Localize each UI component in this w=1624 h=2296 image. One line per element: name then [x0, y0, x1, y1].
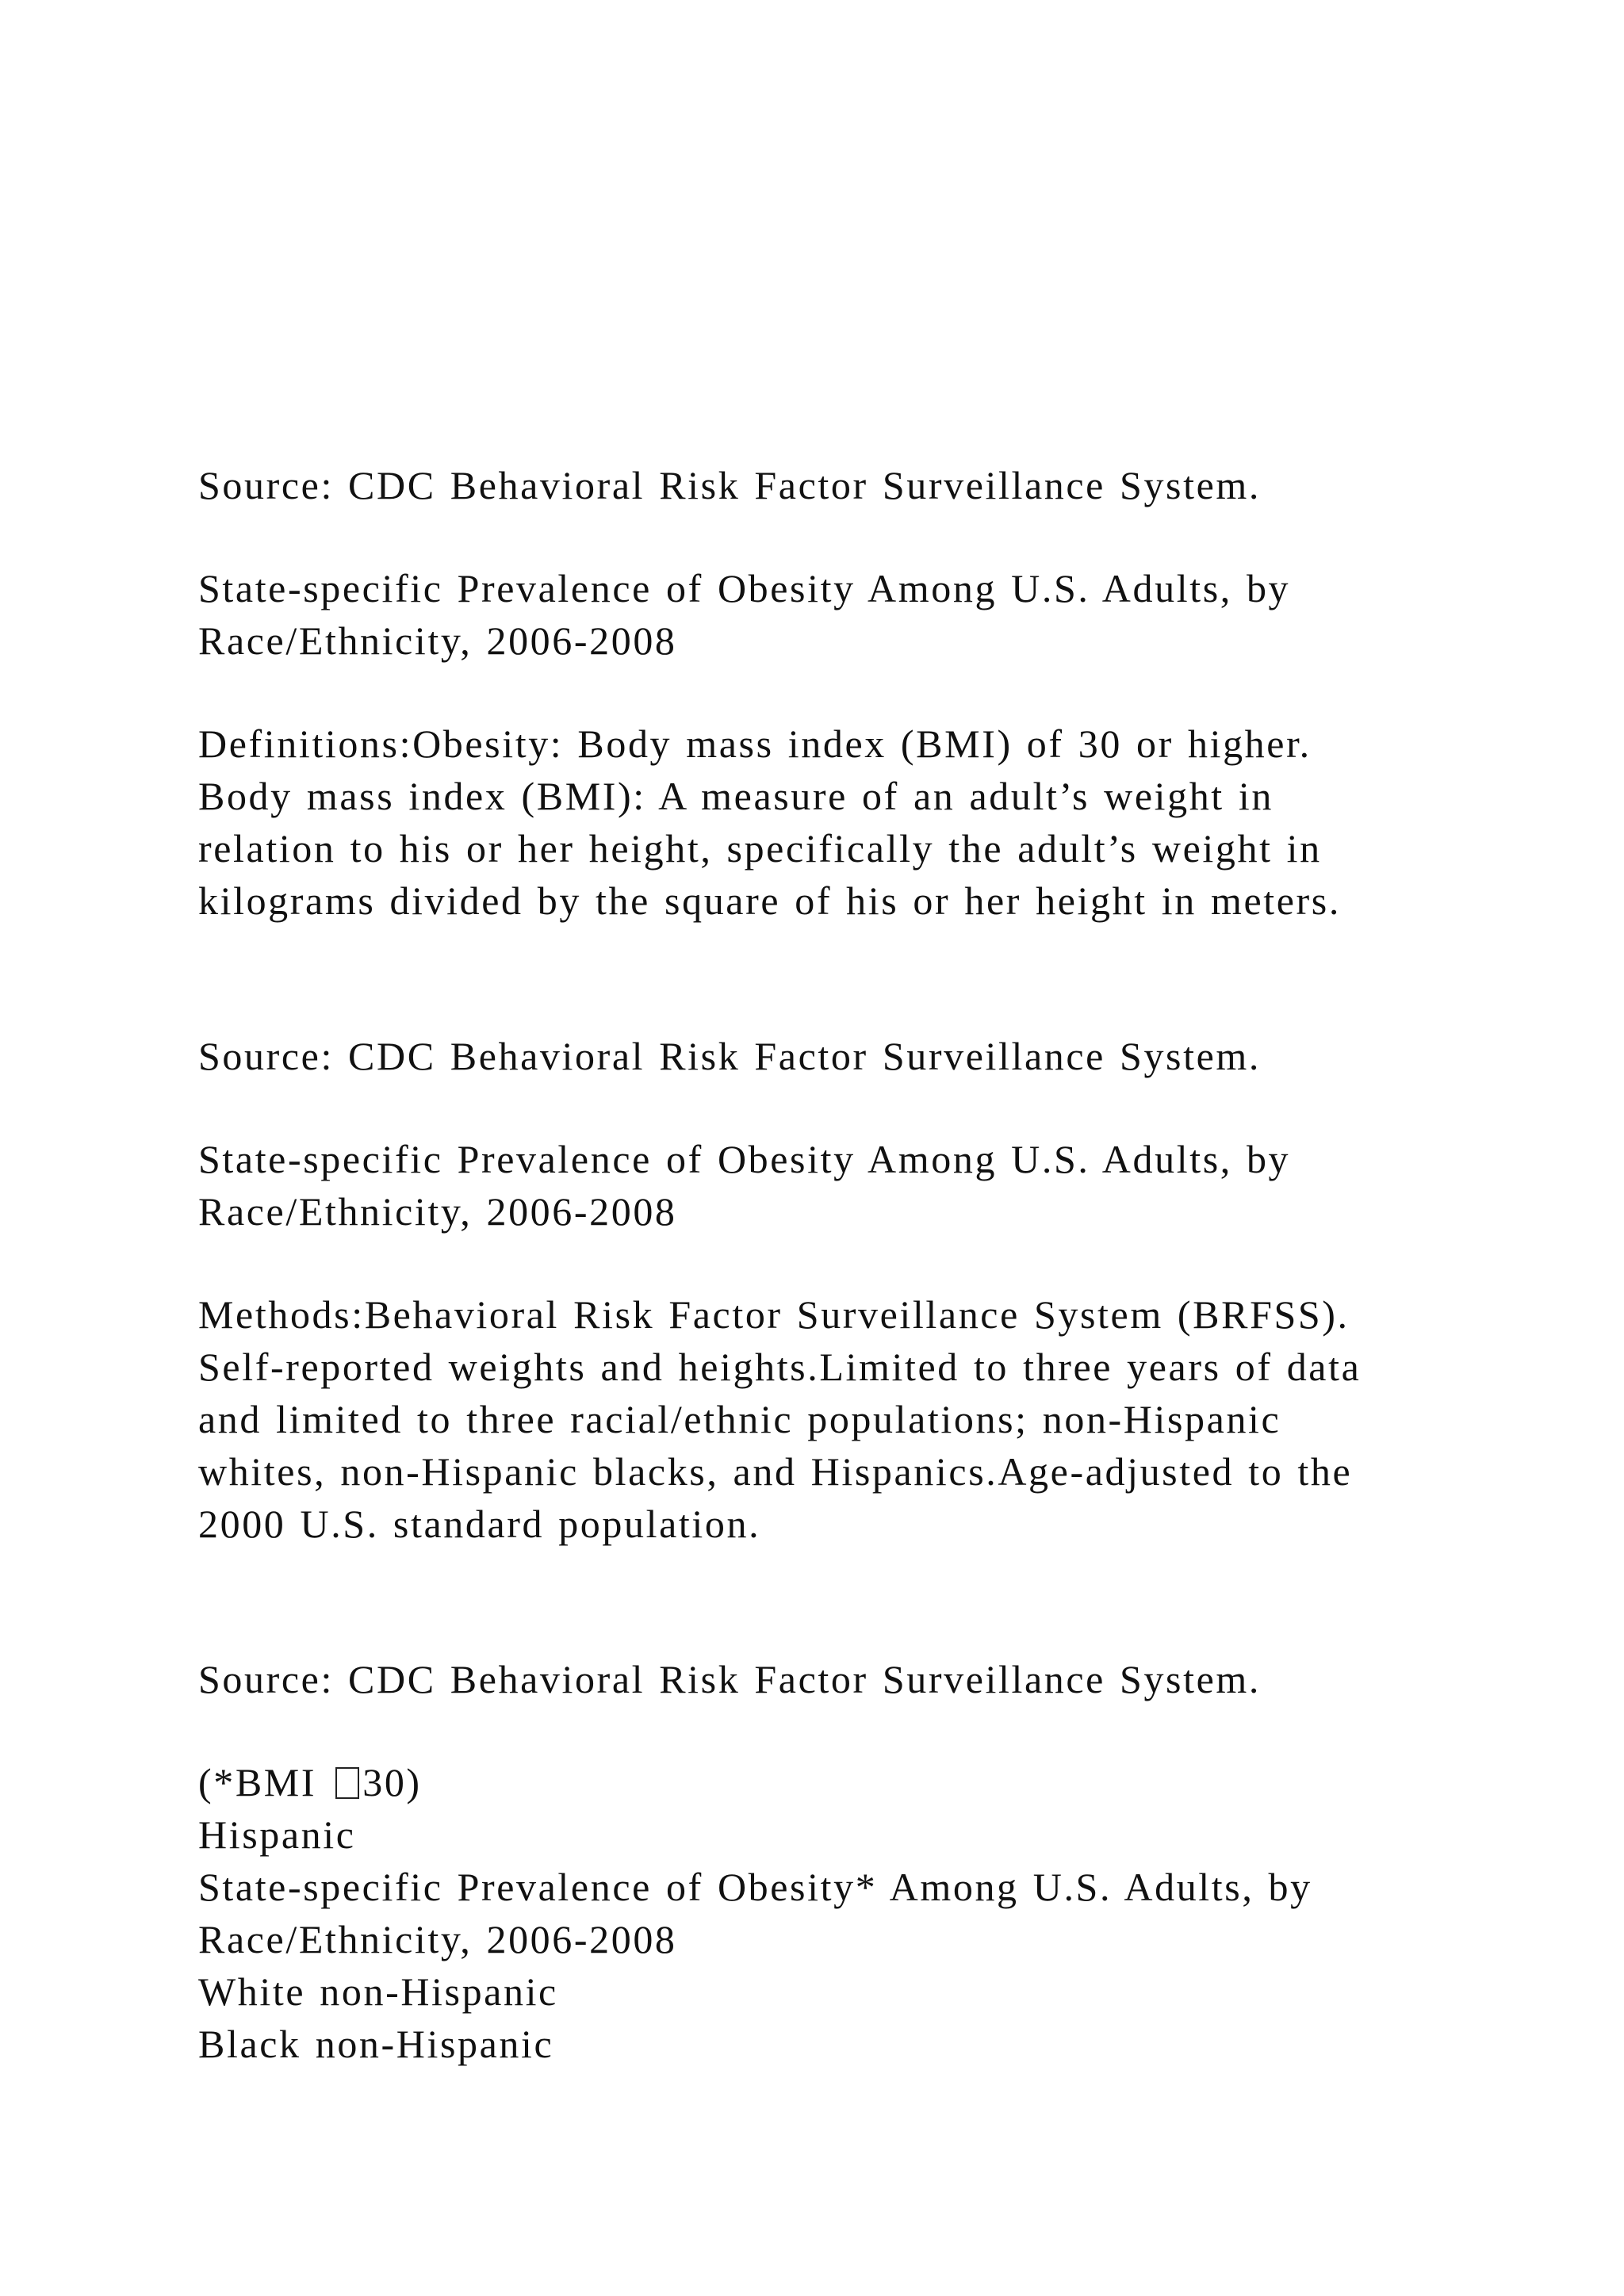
bmi-note-suffix: 30) [362, 1760, 422, 1804]
document-body [198, 459, 1483, 2070]
body-line: Self-reported weights and heights.Limited to three years of data [198, 1345, 1362, 1389]
source-line: Source: CDC Behavioral Risk Factor Surveillance System. [198, 463, 1261, 507]
body-line: and limited to three racial/ethnic populations; non-Hispanic [198, 1397, 1281, 1441]
label-line: Race/Ethnicity, 2006-2008 [198, 1917, 677, 1961]
section-definitions [198, 459, 1483, 927]
source-line: Source: CDC Behavioral Risk Factor Surveillance System. [198, 1034, 1261, 1078]
body-line: 2000 U.S. standard population. [198, 1502, 761, 1546]
bmi-note [198, 1756, 1483, 1808]
body-line: whites, non-Hispanic blacks, and Hispanics.Age-adjusted to the [198, 1449, 1353, 1494]
title-line: Race/Ethnicity, 2006-2008 [198, 1189, 677, 1234]
body-line: Body mass index (BMI): A measure of an adult’s weight in [198, 774, 1274, 818]
missing-glyph-icon [335, 1767, 359, 1799]
body-line: Methods:Behavioral Risk Factor Surveillance System (BRFSS). [198, 1292, 1350, 1337]
bmi-note-prefix: (*BMI [198, 1760, 331, 1804]
label-line: Hispanic [198, 1812, 356, 1857]
title-line: State-specific Prevalence of Obesity Among U.S. Adults, by [198, 1137, 1291, 1181]
section-chart-labels [198, 1653, 1483, 2070]
title-line: State-specific Prevalence of Obesity Among U.S. Adults, by [198, 566, 1291, 610]
source-line: Source: CDC Behavioral Risk Factor Surveillance System. [198, 1657, 1261, 1701]
body-line: relation to his or her height, specifically the adult’s weight in [198, 826, 1322, 871]
label-line: White non-Hispanic [198, 1969, 558, 2014]
body-line: Definitions:Obesity: Body mass index (BMI) of 30 or higher. [198, 721, 1312, 766]
title-line: Race/Ethnicity, 2006-2008 [198, 618, 677, 663]
section-methods [198, 1030, 1483, 1550]
label-line: Black non-Hispanic [198, 2022, 554, 2066]
body-line: kilograms divided by the square of his or her height in meters. [198, 878, 1341, 923]
label-line: State-specific Prevalence of Obesity* Among U.S. Adults, by [198, 1865, 1312, 1909]
